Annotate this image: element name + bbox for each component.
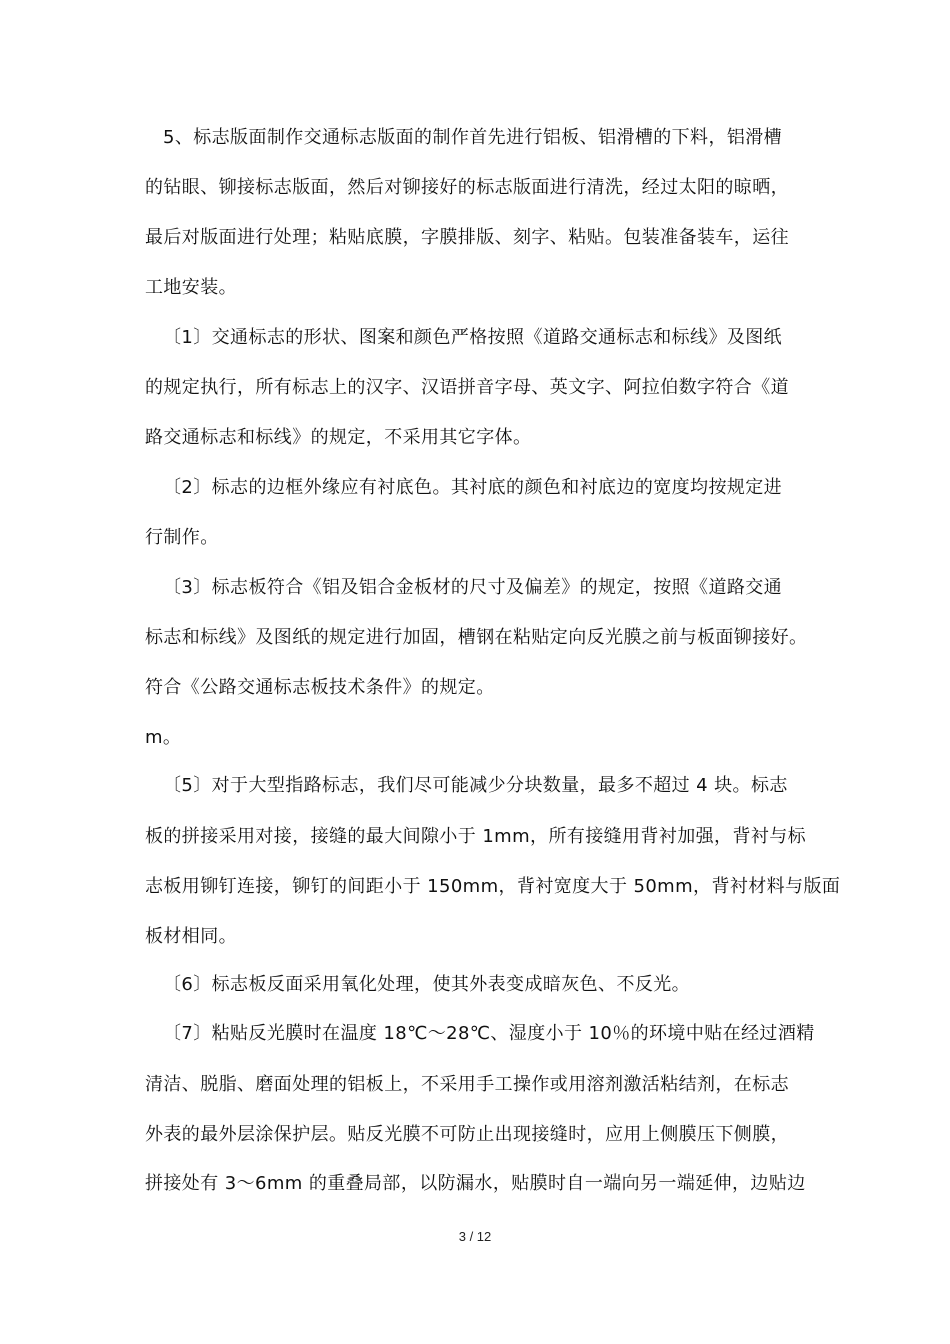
- page-number: 3 / 12: [458, 1229, 492, 1244]
- paragraph-5-line-1: 5、标志版面制作交通标志版面的制作首先进行铝板、铝滑槽的下料，铝滑槽: [163, 127, 783, 148]
- item-1-line-3: 路交通标志和标线》的规定，不采用其它字体。: [145, 427, 532, 448]
- paragraph-5-line-3: 最后对版面进行处理；粘贴底膜，字膜排版、刻字、粘贴。包装准备装车，运往: [145, 227, 789, 248]
- item-5-line-4: 板材相同。: [145, 926, 237, 947]
- item-2-line-2: 行制作。: [145, 527, 219, 548]
- fragment-line: m。: [145, 727, 182, 748]
- item-3-line-3: 符合《公路交通标志板技术条件》的规定。: [145, 677, 495, 698]
- item-2-line-1: 〔2〕标志的边框外缘应有衬底色。其衬底的颜色和衬底边的宽度均按规定进: [163, 477, 783, 498]
- item-7-line-4: 拼接处有 3～6mm 的重叠局部，以防漏水，贴膜时自一端向另一端延伸，边贴边: [145, 1173, 806, 1194]
- item-6-line-1: 〔6〕标志板反面采用氧化处理，使其外表变成暗灰色、不反光。: [163, 974, 691, 995]
- paragraph-5-line-4: 工地安装。: [145, 277, 237, 298]
- item-1-line-1: 〔1〕交通标志的形状、图案和颜色严格按照《道路交通标志和标线》及图纸: [163, 327, 783, 348]
- item-7-line-3: 外表的最外层涂保护层。贴反光膜不可防止出现接缝时，应用上侧膜压下侧膜，: [145, 1124, 789, 1145]
- item-1-line-2: 的规定执行，所有标志上的汉字、汉语拼音字母、英文字、阿拉伯数字符合《道: [145, 377, 789, 398]
- item-7-line-1: 〔7〕粘贴反光膜时在温度 18℃～28℃、湿度小于 10％的环境中贴在经过酒精: [163, 1023, 815, 1044]
- item-3-line-1: 〔3〕标志板符合《铝及铝合金板材的尺寸及偏差》的规定，按照《道路交通: [163, 577, 783, 598]
- item-5-line-3: 志板用铆钉连接，铆钉的间距小于 150mm，背衬宽度大于 50mm，背衬材料与版面: [145, 876, 841, 897]
- paragraph-5-line-2: 的钻眼、铆接标志版面，然后对铆接好的标志版面进行清洗，经过太阳的晾晒，: [145, 177, 789, 198]
- item-5-line-1: 〔5〕对于大型指路标志，我们尽可能减少分块数量，最多不超过 4 块。标志: [163, 775, 788, 796]
- item-3-line-2: 标志和标线》及图纸的规定进行加固，槽钢在粘贴定向反光膜之前与板面铆接好。: [145, 627, 808, 648]
- item-7-line-2: 清洁、脱脂、磨面处理的铝板上，不采用手工操作或用溶剂激活粘结剂，在标志: [145, 1074, 789, 1095]
- item-5-line-2: 板的拼接采用对接，接缝的最大间隙小于 1mm，所有接缝用背衬加强，背衬与标: [145, 826, 807, 847]
